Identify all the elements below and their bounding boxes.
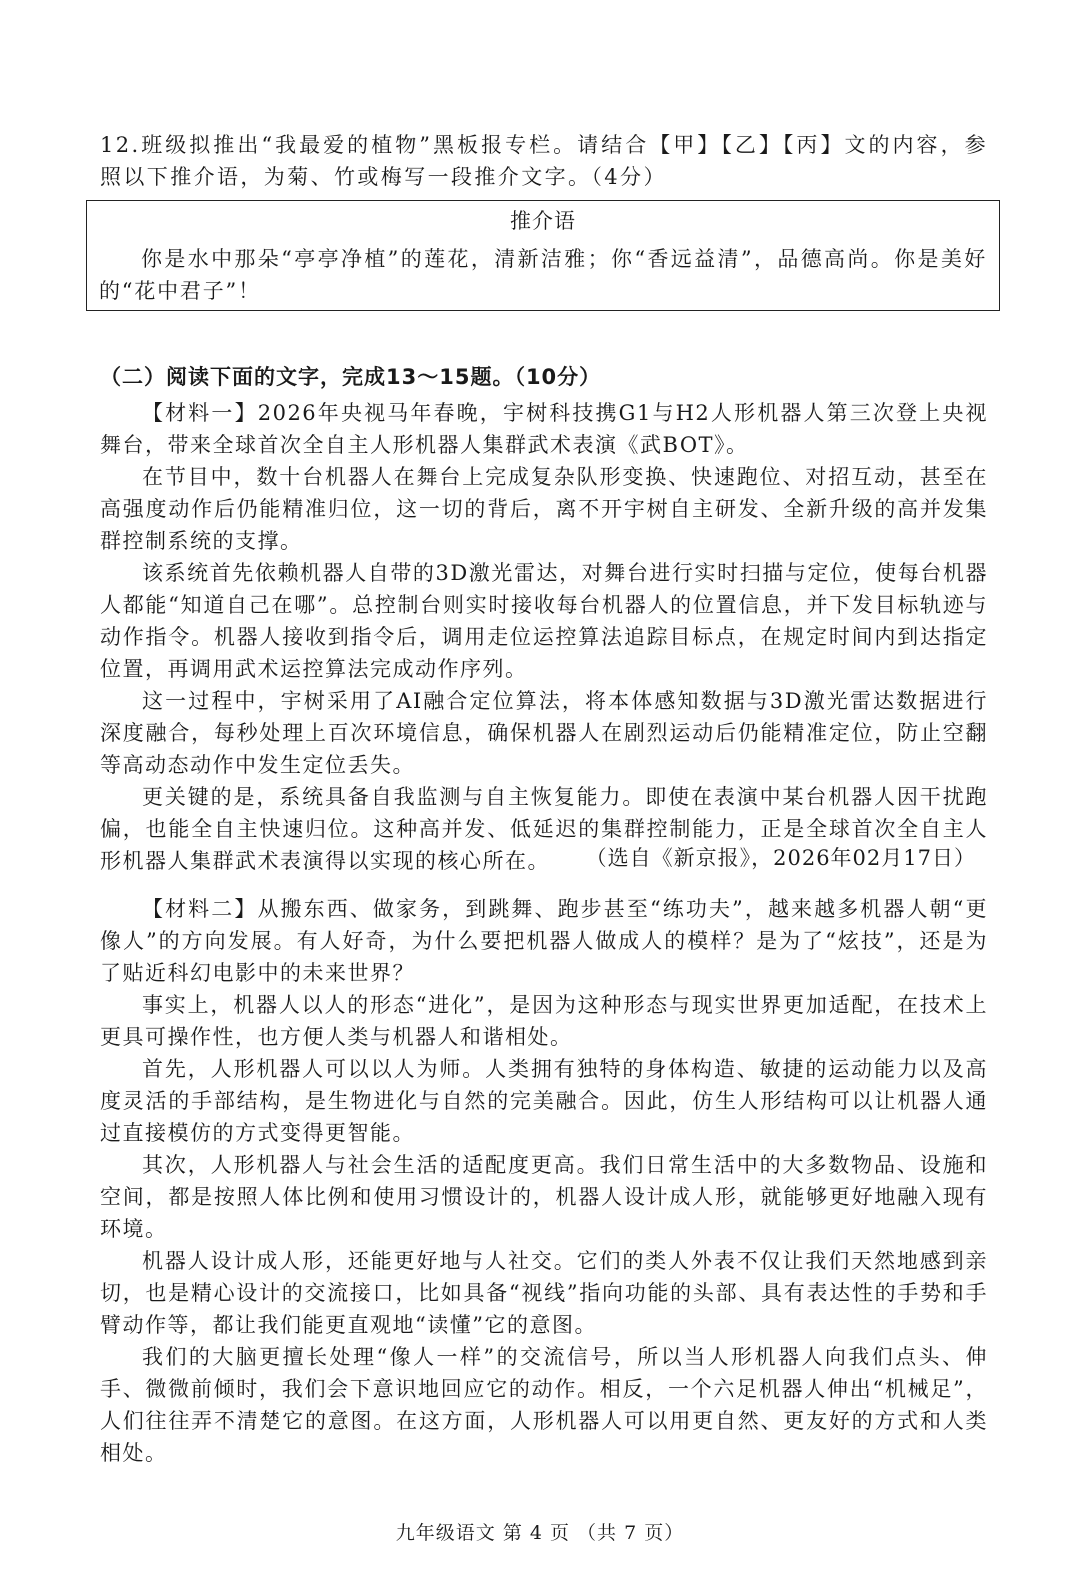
recommendation-text: 你是水中那朵“亭亭净植”的莲花，清新洁雅；你“香远益清”，品德高尚。你是美好的“花中君子”！: [99, 247, 987, 303]
material-1-paragraph: 该系统首先依赖机器人自带的3D激光雷达，对舞台进行实时扫描与定位，使每台机器人都能“知道自己在哪”。总控制台则实时接收每台机器人的位置信息，并下发目标轨迹与动作指令。机器人接收到指令后，调用走位运控算法追踪目标点，在规定时间内到达指定位置，再调用武术运控算法完成动作序列。: [100, 561, 988, 681]
material-1-source: （选自《新京报》，2026年02月17日）: [585, 846, 976, 870]
material-2-paragraph: 我们的大脑更擅长处理“像人一样”的交流信号，所以当人形机器人向我们点头、伸手、微微前倾时，我们会下意识地回应它的动作。相反，一个六足机器人伸出“机械足”，人们往往弄不清楚它的意图。在这方面，人形机器人可以用更自然、更友好的方式和人类相处。: [100, 1345, 988, 1465]
material-2-paragraph: 机器人设计成人形，还能更好地与人社交。它们的类人外表不仅让我们天然地感到亲切，也是精心设计的交流接口，比如具备“视线”指向功能的头部、具有表达性的手势和手臂动作等，都让我们能更直观地“读懂”它的意图。: [100, 1249, 988, 1337]
material-2-paragraph: 其次，人形机器人与社会生活的适配度更高。我们日常生活中的大多数物品、设施和空间，都是按照人体比例和使用习惯设计的，机器人设计成人形，就能够更好地融入现有环境。: [100, 1153, 988, 1241]
material-1-paragraph: 【材料一】2026年央视马年春晚，宇树科技携G1与H2人形机器人第三次登上央视舞台，带来全球首次全自主人形机器人集群武术表演《武BOT》。: [100, 401, 988, 457]
section-2-heading: （二）阅读下面的文字，完成13～15题。（10分）: [100, 365, 602, 389]
recommendation-box: [86, 200, 1000, 311]
material-1-paragraph: 在节目中，数十台机器人在舞台上完成复杂队形变换、快速跑位、对招互动，甚至在高强度动作后仍能精准归位，这一切的背后，离不开宇树自主研发、全新升级的高并发集群控制系统的支撑。: [100, 465, 988, 553]
material-1: [100, 397, 988, 877]
recommendation-title: 推介语: [510, 209, 576, 233]
material-1-paragraph: 这一过程中，宇树采用了AI融合定位算法，将本体感知数据与3D激光雷达数据进行深度融合，每秒处理上百次环境信息，确保机器人在剧烈运动后仍能精准定位，防止空翻等高动态动作中发生定位丢失。: [100, 689, 988, 777]
material-2-paragraph: 首先，人形机器人可以以人为师。人类拥有独特的身体构造、敏捷的运动能力以及高度灵活的手部结构，是生物进化与自然的完美融合。因此，仿生人形结构可以让机器人通过直接模仿的方式变得更智能。: [100, 1057, 988, 1145]
material-2-paragraph: 事实上，机器人以人的形态“进化”，是因为这种形态与现实世界更加适配，在技术上更具可操作性，也方便人类与机器人和谐相处。: [100, 993, 988, 1049]
question-12: 12.班级拟推出“我最爱的植物”黑板报专栏。请结合【甲】【乙】【丙】文的内容，参照以下推介语，为菊、竹或梅写一段推介文字。（4分）: [100, 133, 988, 189]
page-footer: 九年级语文 第 4 页 （共 7 页）: [395, 1522, 685, 1544]
material-2: [100, 893, 988, 1469]
material-2-paragraph: 【材料二】从搬东西、做家务，到跳舞、跑步甚至“练功夫”，越来越多机器人朝“更像人”的方向发展。有人好奇，为什么要把机器人做成人的模样？是为了“炫技”，还是为了贴近科幻电影中的未来世界？: [100, 897, 988, 985]
material-1-paragraph: 更关键的是，系统具备自我监测与自主恢复能力。即使在表演中某台机器人因干扰跑偏，也能全自主快速归位。这种高并发、低延迟的集群控制能力，正是全球首次全自主人形机器人集群武术表演得以实现的核心所在。: [100, 785, 988, 873]
